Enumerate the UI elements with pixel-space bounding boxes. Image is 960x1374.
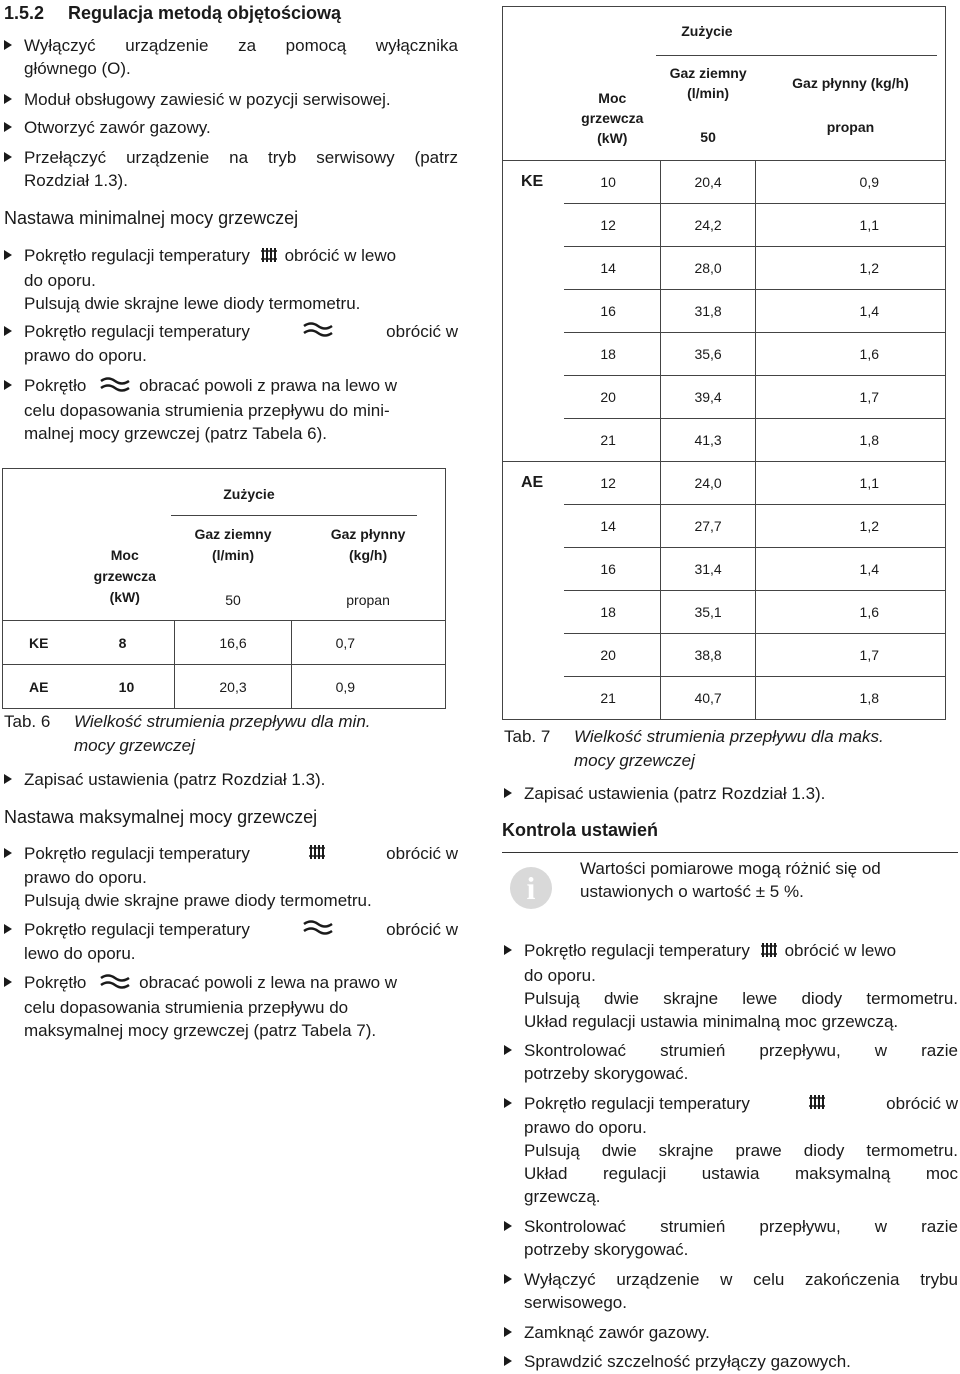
cell-lpg: 1,2 (756, 505, 946, 548)
bullet-arrow-icon (4, 380, 12, 390)
bullet-arrow-icon (504, 788, 512, 798)
hot-water-icon (302, 320, 334, 344)
bullet-arrow-icon (4, 848, 12, 858)
bullet-arrow-icon (4, 774, 12, 784)
bullet-item: Pokrętło regulacji temperatury obrócić w prawo do oporu. Pulsują dwie skrajne prawe diody termometru. Układ regulacji ustawia maksymalną moc grzewczą. (524, 1092, 958, 1208)
bullet-arrow-icon (4, 40, 12, 50)
table-6 (2, 468, 446, 709)
cell-lpg: 1,7 (756, 376, 946, 419)
cell-lpg: 1,6 (756, 591, 946, 634)
table-row (503, 333, 946, 376)
cell-type (503, 290, 565, 333)
table-row: AE 10 20,3 0,9 (3, 665, 446, 709)
table-7 (502, 6, 946, 720)
cell-natural-gas: 24,2 (660, 204, 756, 247)
info-icon: i (510, 867, 552, 909)
bullet-arrow-icon (4, 977, 12, 987)
table-row (503, 505, 946, 548)
bullet-item: Zapisać ustawienia (patrz Rozdział 1.3). (24, 768, 458, 791)
radiator-icon (807, 1092, 829, 1116)
hot-water-icon (302, 918, 334, 942)
cell-natural-gas: 28,0 (660, 247, 756, 290)
cell-type (503, 548, 565, 591)
cell-type: KE (503, 161, 565, 204)
cell-type (503, 677, 565, 720)
table-header-natural-gas: Gaz ziemny (l/min) 50 (660, 55, 756, 161)
cell-lpg: 0,9 (756, 161, 946, 204)
bullet-item: Pokrętło regulacji temperatury obrócić w lewo do oporu. (24, 918, 458, 965)
cell-power: 16 (564, 290, 660, 333)
table-row (503, 247, 946, 290)
radiator-icon (307, 842, 329, 866)
cell-power: 20 (564, 376, 660, 419)
table-header-lpg: Gaz płynny (kg/h) propan (291, 515, 445, 621)
bullet-arrow-icon (4, 250, 12, 260)
cell-natural-gas: 35,1 (660, 591, 756, 634)
info-box (502, 852, 958, 915)
bullet-item: Zamknąć zawór gazowy. (524, 1321, 958, 1344)
table-row (503, 591, 946, 634)
cell-natural-gas: 38,8 (660, 634, 756, 677)
bullet-item: Pokrętło regulacji temperatury obrócić w prawo do oporu. Pulsują dwie skrajne prawe diody termometru. (24, 842, 458, 912)
bullet-item: Wyłączyć urządzenie za pomocą wyłącznika głównego (O). (24, 34, 458, 80)
cell-type (503, 505, 565, 548)
cell-power: 10 (564, 161, 660, 204)
cell-lpg: 1,7 (756, 634, 946, 677)
bullet-arrow-icon (4, 924, 12, 934)
bullet-item: Skontrolować strumień przepływu, w razie potrzeby skorygować. (524, 1039, 958, 1085)
radiator-icon (759, 940, 781, 964)
section-title: Regulacja metodą objętościową (68, 3, 342, 23)
table-header-lpg: Gaz płynny (kg/h) propan (756, 55, 946, 161)
bullet-item: Pokrętło regulacji temperatury obrócić w prawo do oporu. (24, 320, 458, 367)
cell-natural-gas: 31,8 (660, 290, 756, 333)
cell-power: 21 (564, 419, 660, 462)
bullet-item: Przełączyć urządzenie na tryb serwisowy (patrz Rozdział 1.3). (24, 146, 458, 192)
cell-natural-gas: 39,4 (660, 376, 756, 419)
cell-type (503, 591, 565, 634)
bullet-arrow-icon (4, 152, 12, 162)
cell-power: 14 (564, 247, 660, 290)
cell-type (503, 204, 565, 247)
table-header-group: Zużycie (660, 7, 945, 55)
cell-natural-gas: 20,4 (660, 161, 756, 204)
table-row (503, 376, 946, 419)
bullet-item: Otworzyć zawór gazowy. (24, 116, 458, 139)
radiator-icon (259, 245, 281, 269)
cell-natural-gas: 41,3 (660, 419, 756, 462)
bullet-arrow-icon (504, 1274, 512, 1284)
cell-natural-gas: 40,7 (660, 677, 756, 720)
cell-type (503, 247, 565, 290)
table-row (503, 290, 946, 333)
cell-power: 20 (564, 634, 660, 677)
bullet-item: Wyłączyć urządzenie w celu zakończenia trybu serwisowego. (524, 1268, 958, 1314)
cell-natural-gas: 24,0 (660, 462, 756, 505)
cell-power: 18 (564, 591, 660, 634)
min-section-heading: Nastawa minimalnej mocy grzewczej (4, 208, 299, 228)
max-section-heading: Nastawa maksymalnej mocy grzewczej (4, 807, 318, 827)
bullet-arrow-icon (504, 945, 512, 955)
table-row (503, 634, 946, 677)
cell-lpg: 1,8 (756, 419, 946, 462)
bullet-arrow-icon (504, 1221, 512, 1231)
table-header-natural-gas: Gaz ziemny (l/min) 50 (175, 515, 291, 621)
bullet-item: Pokrętło obracać powoli z lewa na prawo w celu dopasowania strumienia przepływu do maksymalnej mocy grzewczej (patrz Tabela 7). (24, 971, 458, 1042)
table-7-caption: Tab. 7 Wielkość strumienia przepływu dla maks. mocy grzewczej (504, 727, 884, 770)
bullet-item: Skontrolować strumień przepływu, w razie potrzeby skorygować. (524, 1215, 958, 1261)
table-header-group: Zużycie (175, 469, 446, 515)
bullet-arrow-icon (504, 1327, 512, 1337)
table-6-caption: Tab. 6 Wielkość strumienia przepływu dla min. mocy grzewczej (4, 712, 371, 755)
cell-natural-gas: 35,6 (660, 333, 756, 376)
cell-type (503, 634, 565, 677)
cell-power: 14 (564, 505, 660, 548)
bullet-item: Pokrętło regulacji temperatury obrócić w lewo do oporu. Pulsują dwie skrajne lewe diody termometru. (24, 244, 458, 315)
cell-lpg: 1,2 (756, 247, 946, 290)
table-row (503, 204, 946, 247)
bullet-item: Zapisać ustawienia (patrz Rozdział 1.3). (524, 782, 958, 805)
bullet-item: Pokrętło obracać powoli z prawa na lewo w celu dopasowania strumienia przepływu do mini- malnej mocy grzewczej (patrz Tabela 6). (24, 374, 458, 445)
cell-natural-gas: 31,4 (660, 548, 756, 591)
table-row (503, 677, 946, 720)
cell-type: AE (503, 462, 565, 505)
bullet-arrow-icon (504, 1045, 512, 1055)
bullet-arrow-icon (4, 326, 12, 336)
cell-lpg: 1,6 (756, 333, 946, 376)
cell-lpg: 1,8 (756, 677, 946, 720)
table-row (503, 462, 946, 505)
cell-power: 18 (564, 333, 660, 376)
cell-lpg: 1,4 (756, 290, 946, 333)
section-number: 1.5.2 (4, 3, 45, 23)
bullet-arrow-icon (4, 122, 12, 132)
cell-power: 21 (564, 677, 660, 720)
cell-natural-gas: 27,7 (660, 505, 756, 548)
table-row: KE 8 16,6 0,7 (3, 621, 446, 665)
cell-type (503, 419, 565, 462)
cell-lpg: 1,1 (756, 204, 946, 247)
bullet-arrow-icon (504, 1098, 512, 1108)
bullet-item: Sprawdzić szczelność przyłączy gazowych. (524, 1350, 958, 1373)
hot-water-icon (99, 972, 131, 996)
cell-power: 16 (564, 548, 660, 591)
cell-power: 12 (564, 462, 660, 505)
hot-water-icon (99, 375, 131, 399)
bullet-arrow-icon (4, 94, 12, 104)
bullet-item: Pokrętło regulacji temperatury obrócić w lewo do oporu. Pulsują dwie skrajne lewe diody termometru. Układ regulacji ustawia minimalną moc grzewczą. (524, 939, 958, 1033)
table-header-power: Moc grzewcza (kW) (75, 515, 175, 621)
bullet-arrow-icon (504, 1356, 512, 1366)
cell-type (503, 333, 565, 376)
table-row (503, 419, 946, 462)
check-heading: Kontrola ustawień (502, 820, 659, 840)
cell-lpg: 1,4 (756, 548, 946, 591)
info-text: Wartości pomiarowe mogą różnić się od ustawionych o wartość ± 5 %. (580, 859, 881, 901)
table-header-power: Moc grzewcza (kW) (564, 55, 660, 161)
cell-type (503, 376, 565, 419)
table-row (503, 161, 946, 204)
bullet-item: Moduł obsługowy zawiesić w pozycji serwisowej. (24, 88, 458, 111)
table-row (503, 548, 946, 591)
cell-power: 12 (564, 204, 660, 247)
cell-lpg: 1,1 (756, 462, 946, 505)
